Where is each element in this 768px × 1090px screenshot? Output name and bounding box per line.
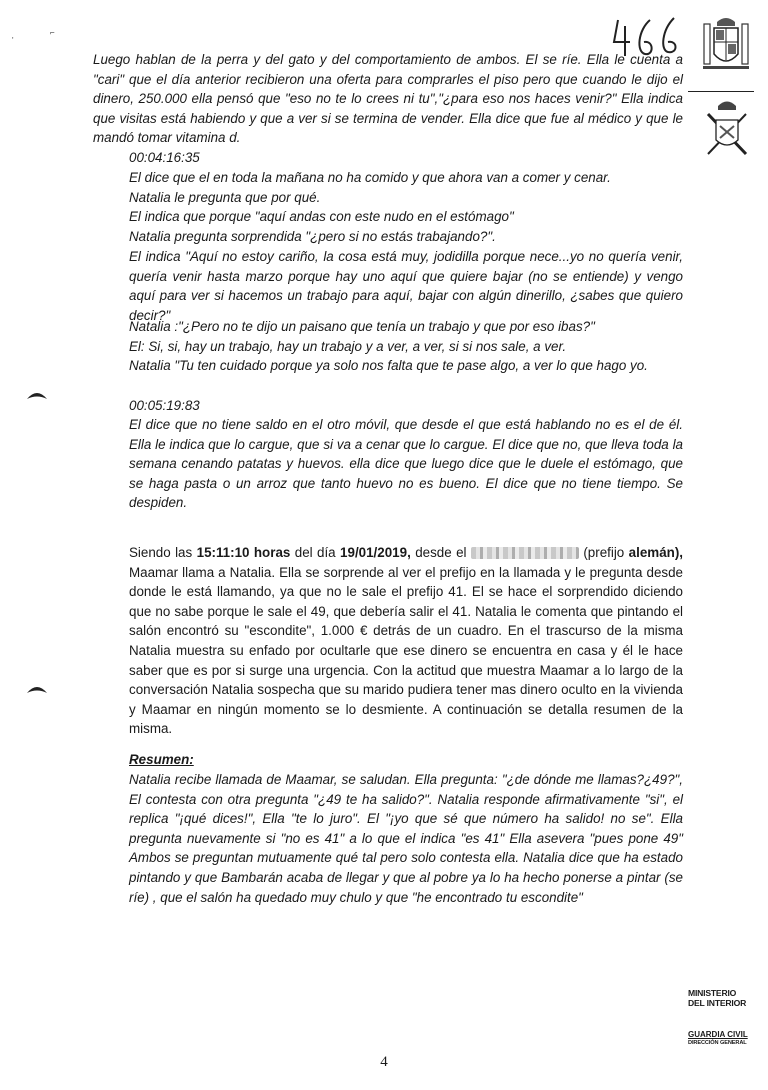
transcript-line: El dice que el en toda la mañana no ha comido y que ahora van a comer y cenar. [129,170,611,185]
header-rule [688,91,754,92]
scan-mark: ' [12,36,14,45]
transcript-line: Natalia le pregunta que por qué. [129,190,321,205]
guardia-civil-label [688,1030,748,1048]
transcript-line: El indica "Aquí no estoy cariño, la cosa está muy, jodidilla porque nece...yo no quería venir, quería venir hasta marzo porque hay uno aquí que quiere bajar (no se entiende) y vengo aquí para ver si hacemos un trabajo para aquí, bajar con algún dinerillo, ¿sabes que quiero decir?" [129,249,683,323]
punch-hole-mark [26,684,48,694]
call-time: 15:11:10 horas [196,545,291,560]
transcript-line: Natalia pregunta sorprendida "¿pero si no estás trabajando?". [129,229,496,244]
ministry-line: DEL INTERIOR [688,998,747,1008]
transcript-line: Natalia :"¿Pero no te dijo un paisano que tenía un trabajo y que por eso ibas?" [129,319,595,334]
gc-subline: DIRECCIÓN GENERAL [688,1040,747,1046]
punch-hole-mark [26,390,48,400]
timestamp: 00:04:16:35 [129,150,200,165]
call-description: Maamar llama a Natalia. Ella se sorprende al ver el prefijo en la llamada y le pregunta desde donde le está llamando, ya que no le sale el prefijo 41. El se hace el sorprendido diciendo que no sabe porque le sale el 49, que debería salir el 41. Natalia le comenta que pintando el salón encontró su "escondite", 1.000 € detrás de un cuadro. En el trascurso de la misma Natalia muestra su enfado por ocultarle que ese dinero se encuentra en casa y él le hace saber que es por si surge una urgencia. Con la actitud que muestra Maamar a lo largo de la conversación Natalia sospecha que su marido pudiera tener mas dinero oculto en la vivienda y Maamar en ningún momento se lo desmiente. A continuación se detalla resumen de la misma. [129,564,683,737]
call-from: desde el [415,545,467,560]
paragraph: Luego hablan de la perra y del gato y del comportamiento de ambos. El se ríe. Ella le cuenta a "cari" que el día anterior recibieron una oferta para comprarles el piso pero que cuando le dijo el dinero, 250.000 ella pensó que "eso no te lo crees ni tu","¿para eso nos haces venir?" Ella indica que visitas está habiendo y que a ver si se termina de vender. Ella dice que fue al médico y que le mandó tomar vitamina d. [93,52,683,146]
call-date: 19/01/2019, [340,545,411,560]
call-prefix: (prefijo [583,545,625,560]
page-number: 4 [380,1054,388,1070]
call-intro: Siendo las [129,545,193,560]
ministry-line: MINISTERIO [688,988,737,998]
coat-of-arms-icon [700,14,752,76]
transcript-line: El indica que porque "aquí andas con este nudo en el estómago" [129,209,514,224]
call-paragraph [93,543,683,739]
guardia-civil-emblem-icon [700,98,754,158]
ministry-label [688,988,746,1008]
redacted-phone-number [471,547,579,559]
scan-mark: ⌐ [50,28,55,37]
transcript-line: El: Si, si, hay un trabajo, hay un trabajo y a ver, a ver, si si nos sale, a ver. [129,339,567,354]
call-prefix-country: alemán), [628,545,683,560]
summary-paragraph: Natalia recibe llamada de Maamar, se saludan. Ella pregunta: "¿de dónde me llamas?¿49?", El contesta con otra pregunta "¿49 te ha salido?". Natalia responde afirmativamente "si", el replica "¡qué dices!", Ella "te lo juro". El "¡yo que sé que número ha salido! no se". Ella pregunta nuevamente si "no es 41" a lo que el indica "es 41" Ella asevera "pues pone 49" Ambos se preguntan mutuamente qué tal pero solo contesta ella. Natalia dice que ha estado pintando y que Bambarán acaba de llegar y que al pobre ya lo ha hecho ponerse a pintar (se ríe) , que el salón ha quedado muy chulo y que "he encontrado tu escondite" [129,772,683,905]
timestamp: 00:05:19:83 [129,398,200,413]
call-day-label: del día [294,545,336,560]
transcript-line: El dice que no tiene saldo en el otro móvil, que desde el que está hablando no es el de él. Ella le indica que lo cargue, que si va a cenar que lo cargue. El dice que no, que lleva toda la semana cenando patatas y huevos. ella dice que luego dice que le duele el estómago, que se haga pasta o un arroz que tanto huevo no es bueno. El dice que no tiene tiempo. Se despiden. [129,417,683,511]
gc-line: GUARDIA CIVIL [688,1030,748,1039]
transcript-line: Natalia "Tu ten cuidado porque ya solo nos falta que te pase algo, a ver lo que hago yo. [129,358,648,373]
summary-heading: Resumen: [129,752,194,767]
